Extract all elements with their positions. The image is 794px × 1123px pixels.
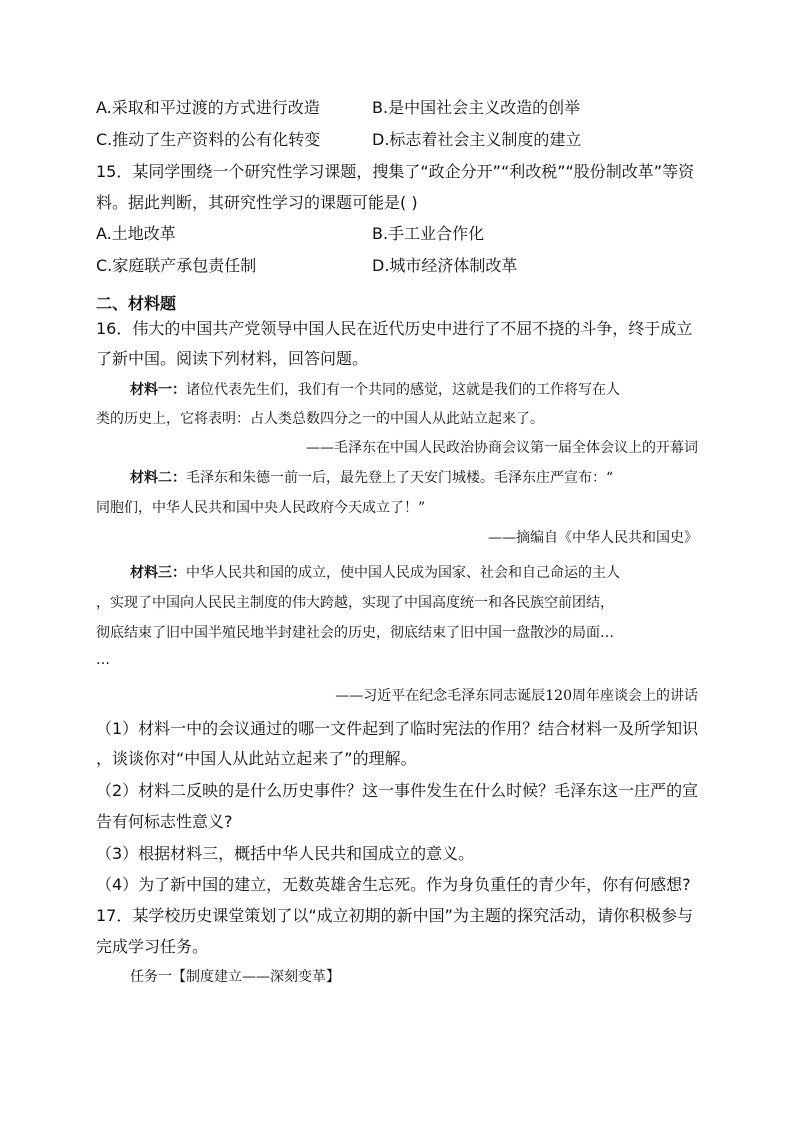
material-3-text2: ，实现了中国向人民民主制度的伟大跨越，实现了中国高度统一和各民族空前团结， [96,595,614,611]
material-3-line1 [130,562,620,582]
q16-sub2-line1: （2）材料二反映的是什么历史事件？这一事件发生在什么时候？毛泽东这一庄严的宣 [96,781,699,800]
q14-option-d: D.标志着社会主义制度的建立 [372,130,582,149]
q17-stem-line2: 完成学习任务。 [96,937,209,956]
q14-option-a: A.采取和平过渡的方式进行改造 [96,98,320,117]
material-1-source: ——毛泽东在中国人民政治协商会议第一届全体会议上的开幕词 [306,440,698,456]
q16-stem-line2: 了新中国。阅读下列材料，回答问题。 [96,349,369,368]
material-2-text2: 同胞们，中华人民共和国中央人民政府今天成立了！” [96,500,426,516]
q16-stem-line1: 16．伟大的中国共产党领导中国人民在近代历史中进行了不屈不挠的斗争，终于成立 [96,319,693,338]
material-1-label: 材料一： [130,382,186,398]
material-3-text1: 中华人民共和国的成立，使中国人民成为国家、社会和自己命运的主人 [186,565,620,581]
material-2-label: 材料二： [130,470,186,486]
material-2-text1: 毛泽东和朱德一前一后，最先登上了天安门城楼。毛泽东庄严宣布：“ [186,470,614,486]
material-1-line1 [130,379,620,399]
q16-sub3: （3）根据材料三，概括中华人民共和国成立的意义。 [96,844,475,863]
material-2-line1 [130,467,613,487]
material-3-text3: 彻底结束了旧中国半殖民地半封建社会的历史，彻底结束了旧中国一盘散沙的局面… [96,625,614,641]
material-1-text2: 类的历史上，它将表明：占人类总数四分之一的中国人从此站立起来了。 [96,411,544,427]
q15-option-b: B.手工业合作化 [372,224,485,243]
q14-option-b: B.是中国社会主义改造的创举 [372,98,581,117]
section-heading: 二、材料题 [96,294,177,313]
material-3-text4: … [96,652,110,668]
q17-stem-line1: 17．某学校历史课堂策划了以“成立初期的新中国”为主题的探究活动，请你积极参与 [96,906,693,925]
q15-stem-line2: 料。据此判断，其研究性学习的课题可能是( ) [96,193,418,212]
q15-option-a: A.土地改革 [96,224,176,243]
material-2-source: ——摘编自《中华人民共和国史》 [488,530,698,546]
q16-sub1-line1: （1）材料一中的会议通过的哪一文件起到了临时宪法的作用？结合材料一及所学知识 [96,719,699,738]
material-3-label: 材料三： [130,565,186,581]
q16-sub1-line2: ，谈谈你对“中国人从此站立起来了”的理解。 [96,749,417,768]
q15-option-c: C.家庭联产承包责任制 [96,256,257,275]
q15-option-d: D.城市经济体制改革 [372,256,518,275]
q15-stem-line1: 15．某同学围绕一个研究性学习课题，搜集了“政企分开”“利改税”“股份制改革”等资 [96,162,695,181]
material-1-text1: 诸位代表先生们，我们有一个共同的感觉，这就是我们的工作将写在人 [186,382,620,398]
q16-sub2-line2: 告有何标志性意义? [96,812,233,831]
q16-sub4: （4）为了新中国的建立，无数英雄舍生忘死。作为身负重任的青少年，你有何感想? [96,875,691,894]
material-3-source: ——习近平在纪念毛泽东同志诞辰120周年座谈会上的讲话 [335,688,698,704]
q17-task1: 任务一【制度建立——深刻变革】 [130,969,340,985]
q14-option-c: C.推动了生产资料的公有化转变 [96,130,321,149]
